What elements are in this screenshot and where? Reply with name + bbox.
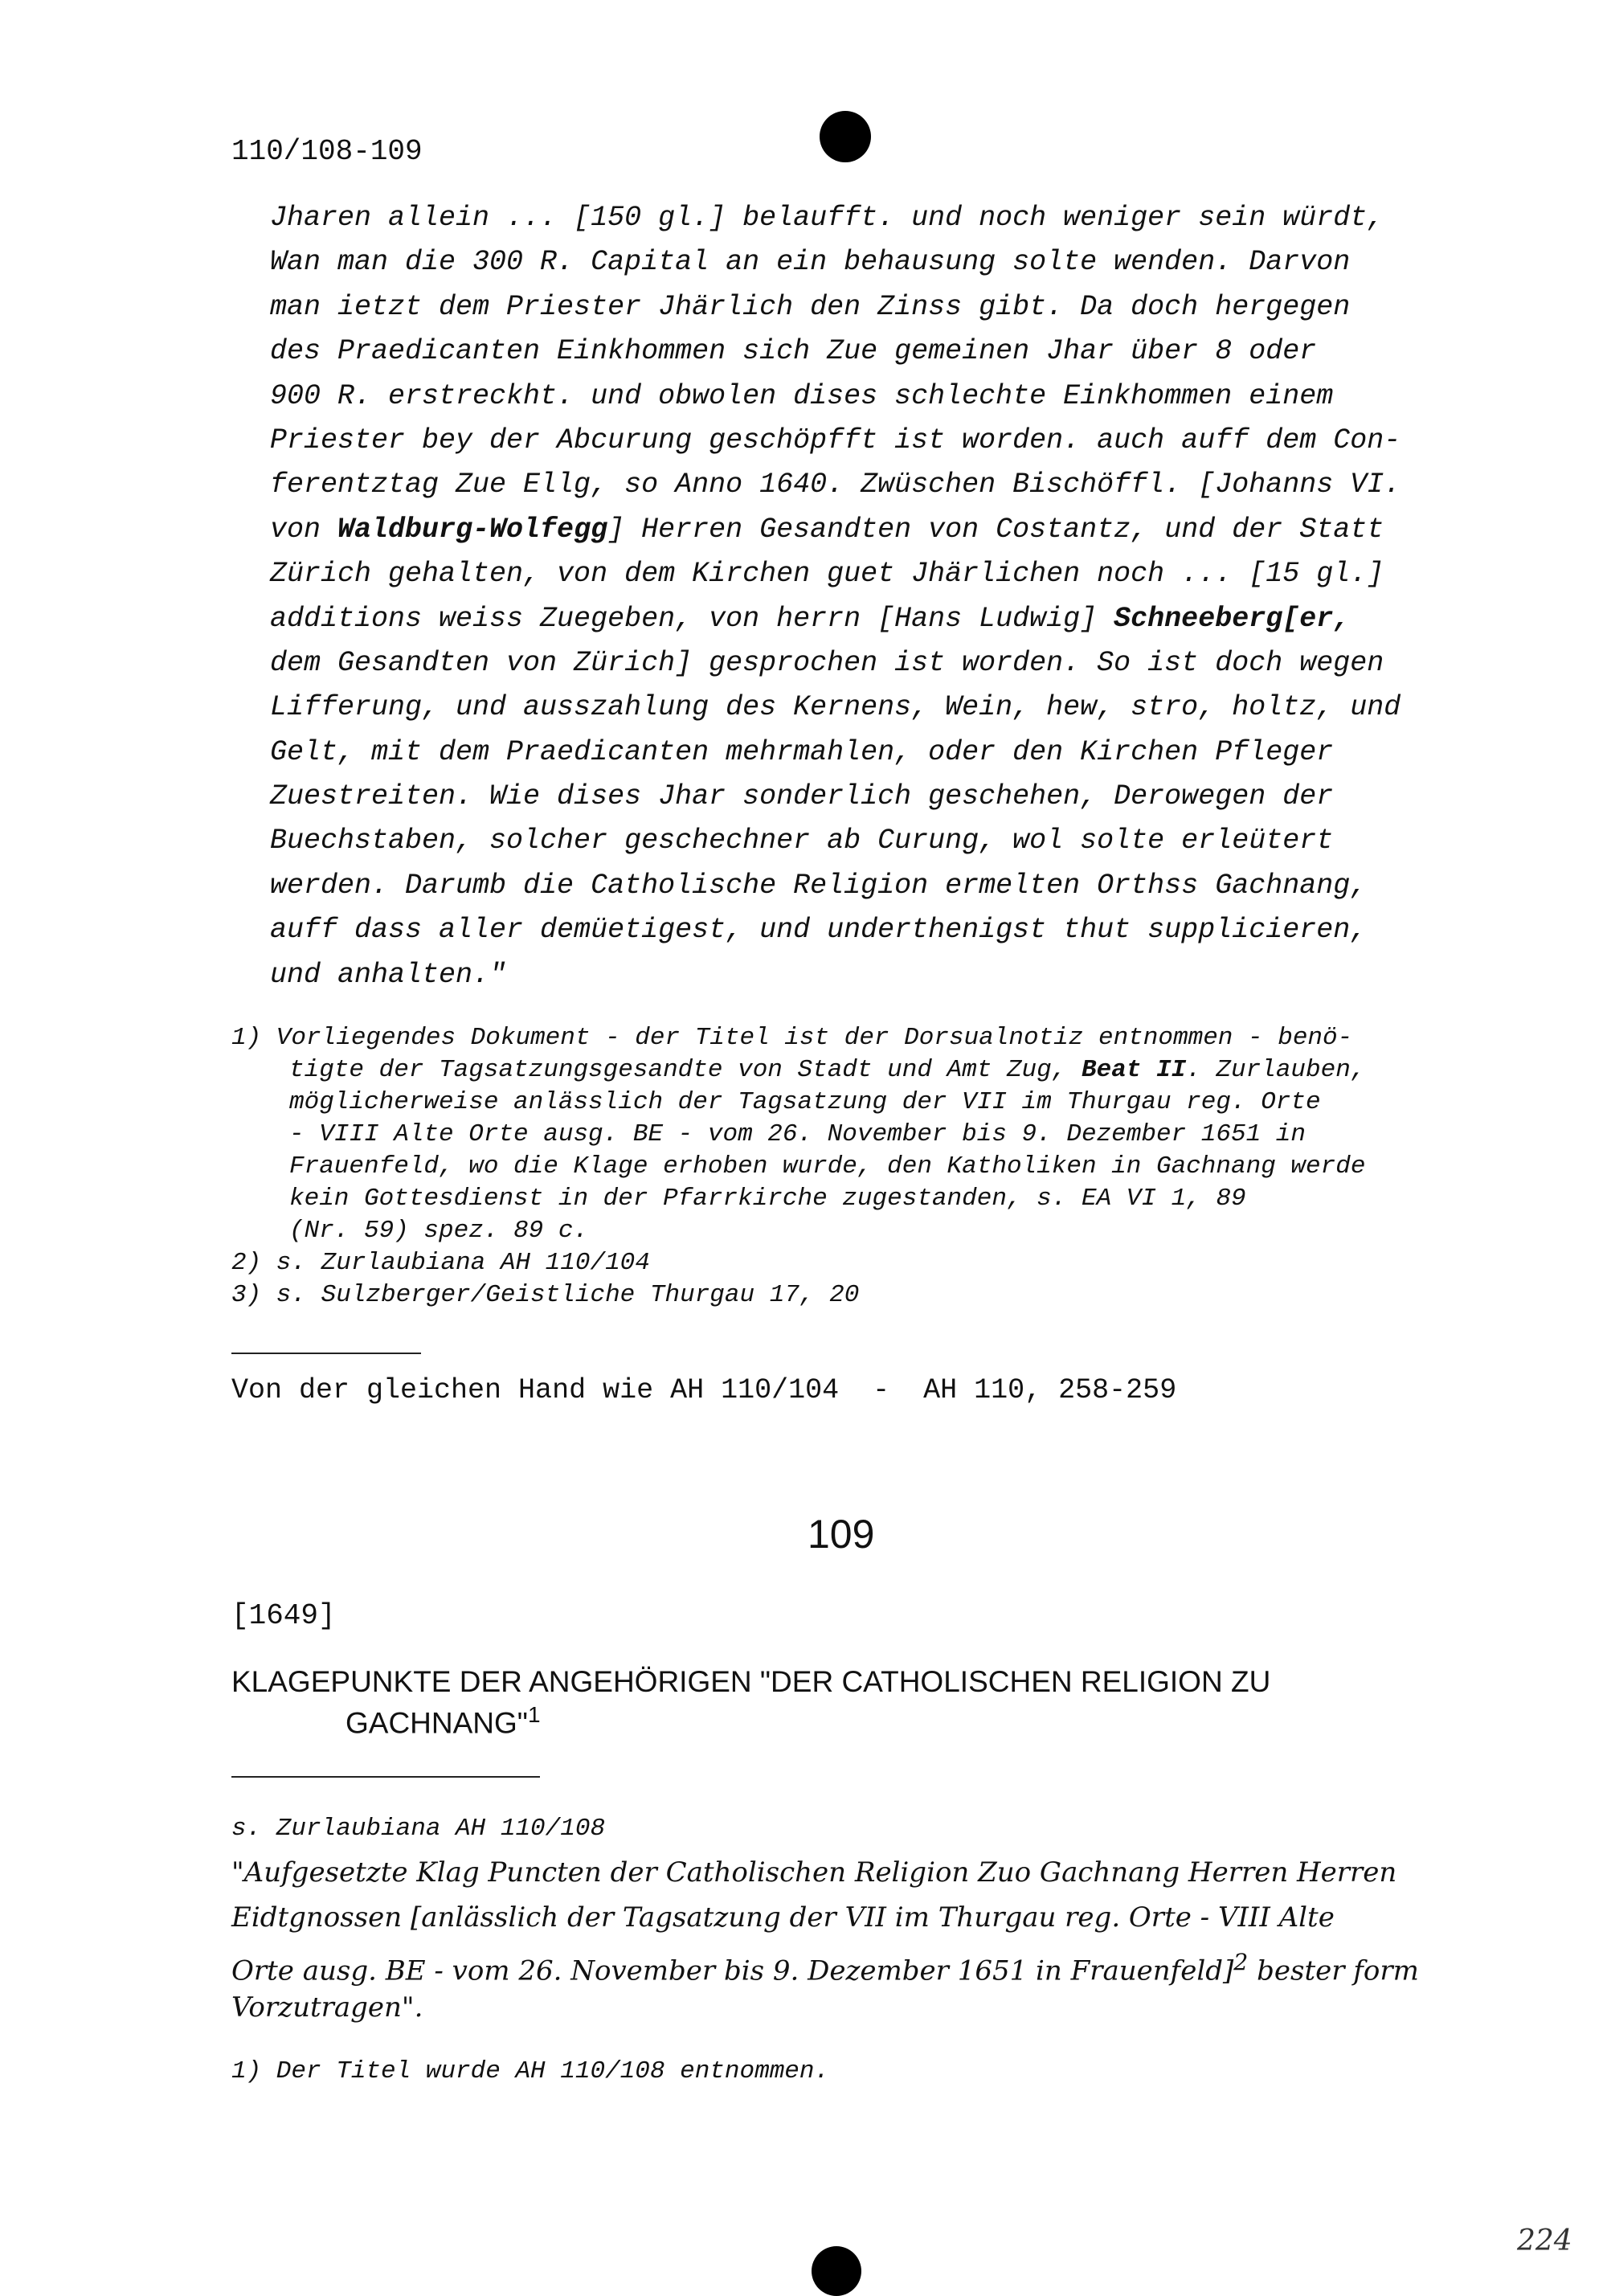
- divider: [231, 1353, 421, 1354]
- quote-line: Buechstaben, solcher geschechner ab Curung, wol solte erleütert: [270, 825, 1334, 857]
- quote-segment: ] Herren Gesandten von Costantz, und der Statt: [607, 513, 1384, 546]
- footnote-line: 3) s. Sulzberger/Geistliche Thurgau 17, 20: [231, 1281, 860, 1309]
- quote-line: Lifferung, und ausszahlung des Kernens, Wein, hew, stro, holtz, und: [270, 691, 1401, 724]
- source-reference: s. Zurlaubiana AH 110/108: [231, 1815, 606, 1843]
- quote-segment: von: [270, 513, 338, 546]
- quote-segment: ,: [1333, 602, 1351, 635]
- quote-segment: additions weiss Zuegeben, von herrn [Hans Ludwig]: [270, 602, 1114, 635]
- document-date: [1649]: [231, 1599, 336, 1632]
- quote-line: werden. Darumb die Catholische Religion ermelten Orthss Gachnang,: [270, 869, 1368, 902]
- footnote-bottom: 1) Der Titel wurde AH 110/108 entnommen.: [231, 2057, 830, 2085]
- document-number: 109: [808, 1512, 875, 1557]
- footnote-segment: . Zurlauben,: [1186, 1056, 1366, 1084]
- quote-line: [270, 597, 1475, 641]
- footnote-line: Frauenfeld, wo die Klage erhoben wurde, den Katholiken in Gachnang werde: [289, 1152, 1366, 1181]
- footnote-line: möglicherweise anlässlich der Tagsatzung der VII im Thurgau reg. Orte: [289, 1088, 1321, 1116]
- title-line: [231, 1702, 1485, 1740]
- quote-line: Zürich gehalten, von dem Kirchen guet Jhärlichen noch ... [15 gl.]: [270, 558, 1384, 591]
- footnote-mark: 1: [527, 1702, 541, 1727]
- script-line: [231, 1940, 1485, 1985]
- handwritten-quote: [231, 1850, 1485, 2030]
- hand-note: Von der gleichen Hand wie AH 110/104 - AH 110, 258-259: [231, 1374, 1177, 1406]
- footnotes-top: [231, 1022, 1485, 1312]
- quote-line: auff dass aller demüetigest, und underthenigst thut supplicieren,: [270, 914, 1368, 947]
- footnote-line: (Nr. 59) spez. 89 c.: [289, 1217, 589, 1245]
- quote-line: des Praedicanten Einkhommen sich Zue gemeinen Jhar über 8 oder: [270, 335, 1317, 368]
- script-line: "Aufgesetzte Klag Puncten der Catholischen Religion Zuo Gachnang Herren Herren: [231, 1856, 1397, 1889]
- title-line: KLAGEPUNKTE DER ANGEHÖRIGEN "DER CATHOLISCHEN RELIGION ZU: [231, 1665, 1271, 1698]
- quote-line: 900 R. erstreckht. und obwolen dises schlechte Einkhommen einem: [270, 379, 1334, 412]
- quote-line: Zuestreiten. Wie dises Jhar sonderlich geschehen, Derowegen der: [270, 780, 1334, 813]
- quote-line: Wan man die 300 R. Capital an ein behausung solte wenden. Darvon: [270, 246, 1351, 279]
- punch-hole-top: [820, 111, 871, 162]
- document-title: [231, 1665, 1485, 1740]
- script-line: Eidtgnossen [anlässlich der Tagsatzung der VII im Thurgau reg. Orte - VIII Alte: [231, 1901, 1335, 1934]
- footnote-mark: 2: [1233, 1949, 1249, 1975]
- punch-hole-bottom: [812, 2246, 861, 2296]
- quote-line: Jharen allein ... [150 gl.] belaufft. und noch weniger sein würdt,: [270, 202, 1384, 234]
- quote-line: dem Gesandten von Zürich] gesprochen ist worden. So ist doch wegen: [270, 646, 1384, 679]
- quote-line: [270, 508, 1475, 552]
- quote-line: und anhalten.": [270, 958, 507, 991]
- footnote-line: - VIII Alte Orte ausg. BE - vom 26. November bis 9. Dezember 1651 in: [289, 1120, 1306, 1148]
- quote-line: man ietzt dem Priester Jhärlich den Zinss gibt. Da doch hergegen: [270, 290, 1351, 323]
- quote-name-bold: Schneeberg[er: [1114, 602, 1334, 635]
- divider: [231, 1776, 540, 1778]
- footnote-line: [231, 1054, 1485, 1087]
- script-segment: Orte ausg. BE - vom 26. November bis 9. Dezember 1651 in Frauenfeld]: [231, 1954, 1234, 1987]
- footnote-line: kein Gottesdienst in der Pfarrkirche zugestanden, s. EA VI 1, 89: [289, 1185, 1246, 1213]
- page-number: 224: [1517, 2224, 1572, 2257]
- title-segment: GACHNANG": [346, 1706, 528, 1740]
- document-reference: 110/108-109: [231, 135, 423, 168]
- quote-line: ferentztag Zue Ellg, so Anno 1640. Zwüschen Bischöffl. [Johanns VI.: [270, 469, 1401, 501]
- footnote-line: 2) s. Zurlaubiana AH 110/104: [231, 1249, 650, 1277]
- footnote-line: 1) Vorliegendes Dokument - der Titel ist der Dorsualnotiz entnommen - benö-: [231, 1024, 1353, 1052]
- quote-name-bold: Waldburg-Wolfegg: [337, 513, 608, 546]
- footnote-segment: tigte der Tagsatzungsgesandte von Stadt und Amt Zug,: [289, 1056, 1082, 1084]
- script-segment: bester form: [1248, 1954, 1419, 1987]
- footnote-name-bold: Beat II: [1081, 1056, 1187, 1084]
- quoted-text-block: [270, 196, 1475, 997]
- quote-line: Gelt, mit dem Praedicanten mehrmahlen, oder den Kirchen Pfleger: [270, 735, 1334, 768]
- script-line: Vorzutragen".: [231, 1991, 423, 2024]
- quote-line: Priester bey der Abcurung geschöpfft ist worden. auch auff dem Con-: [270, 424, 1401, 456]
